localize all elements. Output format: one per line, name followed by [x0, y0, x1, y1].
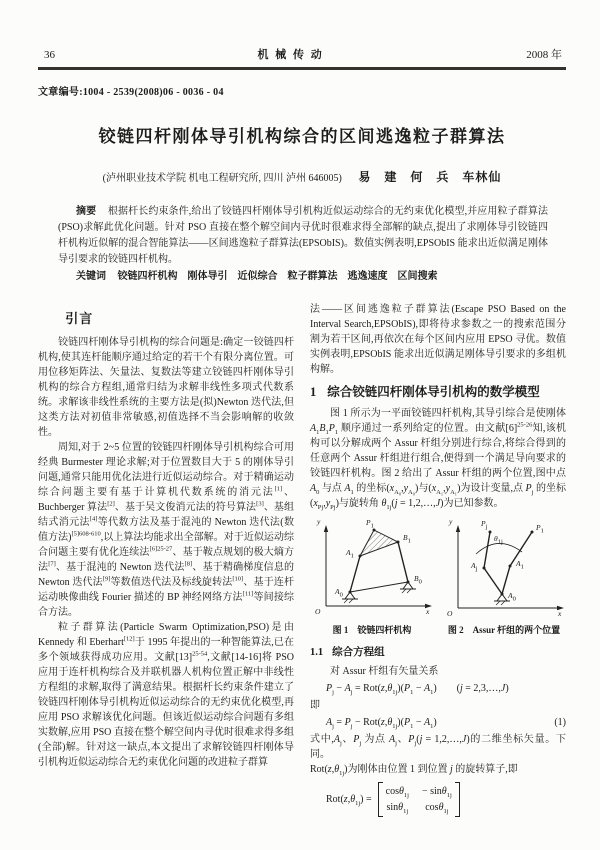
rotation-matrix-lhs: $Rot(z,\theta_{1j})$ =: [326, 793, 372, 807]
fig2-label-y-axis: y: [449, 516, 453, 526]
four-bar-linkage-drawing: [310, 516, 434, 620]
fig2-label-P1: $P_1$: [536, 522, 544, 534]
abstract: [58, 204, 548, 268]
equation-1-body: $A_j = P_j - Rot(z,\theta_{1j})(P_1 - A_1)$: [326, 716, 437, 730]
body-columns: [38, 302, 566, 819]
fig2-label-Aj: $A_j$: [471, 560, 478, 572]
page-number: 36: [44, 49, 55, 61]
matrix-cell-22: cosθ$_{1j}$: [425, 801, 449, 815]
figure-1-canvas: [310, 516, 434, 620]
fig1-label-B0: $B_0$: [414, 573, 422, 585]
figures-row: [310, 516, 566, 638]
fig2-label-A1: $A_1$: [516, 558, 524, 570]
fig1-label-B1: $B_1$: [403, 532, 411, 544]
journal-title: 机 械 传 动: [257, 49, 324, 61]
paragraph-intro-3: 粒子群算法(Particle Swarm Optimization,PSO)是由 Kennedy 和 Eberhart[12]于 1995 年提出的一种智能算法,已在多个领域获得成功应用。文献$[13]^{25-54}$,文献[14-16]将 PSO 应用于连杆机构综合及并联机器人机构位置正解中非线性方程组的求解,取得了满意结果。根据杆长约束条件建立了铰链四杆刚体导引机构近似运动综合的无约束优化模型,再应用 PSO 求解该优化问题。但该近似运动综合问题有多组实数解,应用 PSO 直接在整个解空间内寻优时很难求得多组(全部)解。针对这一缺点,本文提出了求解铰链四杆刚体导引机构近似运动综合无约束优化问题的改进粒子群算: [38, 621, 294, 768]
paragraph-section-1: 图 1 所示为一平面铰链四杆机构,其导引综合是使刚体 $A_1B_1P_1$ 顺序通过一系列给定的位置。由文献$[6]^{25-26}$知,该机构可以分解成两个 Assur 杆组分别进行综合,将综合得到的任意两个 Assur 杆组进行组合,便得到一个满足导向要求的铰链四杆机构。图 2 给出了 Assur 杆组的两个位置,图中点 $A_0$ 与点 $A_1$ 的坐标$(x_{A_0},y_{A_0})$与$(x_{A_1},y_{A_1})$为设计变量,点 $P_j$ 的坐标$(x_{Pj},y_{Pj})$与旋转角 $\theta_{1j}(j$ = 1,2,…,J)为已知参数。: [310, 407, 567, 511]
connector-word: 即: [310, 699, 320, 711]
left-column: [38, 302, 294, 819]
header-rule: [38, 67, 566, 70]
fig1-label-A1: $A_1$: [346, 547, 354, 559]
fig1-label-x-axis: x: [426, 606, 430, 616]
figure-2: [442, 516, 566, 638]
paragraph-intro-1: 铰链四杆刚体导引机构的综合问题是:确定一铰链四杆机构,使其连杆能顺序通过给定的若干个有限分离位置。可用位移矩阵法、矢量法、复数法等建立铰链四杆刚体导引机构的综合方程组,通常归结为求解非线性多项式代数系统。求解该非线性系统的主要方法是(拟)Newton 迭代法,但这类方法对初值非常敏感,初值选择不当会影响解的收敛性。: [38, 336, 294, 438]
affiliation: (泸州职业技术学院 机电工程研究所, 四川 泸州 646005): [102, 172, 342, 184]
keywords-label: 关键词: [76, 270, 106, 282]
equation-lead-text: 对 Assur 杆组有矢量关系: [330, 665, 439, 677]
issue-year: 2008 年: [526, 49, 562, 61]
byline: [38, 168, 566, 185]
fig1-label-origin: O: [315, 606, 321, 616]
matrix-cell-11: cosθ$_{1j}$: [385, 785, 409, 799]
paragraph-intro-2: 周知,对于 2~5 位置的铰链四杆刚体导引机构综合可用经典 Burmester 理论求解;对于位置数目大于 5 的刚体导引问题,通常只能用优化法进行近似运动综合。对于精确运动综合问题主要有基于计算机代数系统的消元法[1]、Buchberger 算法[2]、基于吴文俊消元法的符号算法[3]、基组结式消元法[4]等代数方法及基于混沌的 Newton 迭代法(数值方法)$^{[5]608-610}$,以上算法均能求出全部解。对于近似运动综合问题主要有优化连续法$^{[6]25-27}$、基于鞍点规划的极大熵方法[7]、基于混沌的 Newton 迭代法[8]、基于精确梯度信息的 Newton 迭代法[9]等数值迭代法及标线旋转法[10]、基于连杆运动映像曲线 Fourier 描述的 BP 神经网络方法[11]等间接综合方法。: [38, 441, 295, 618]
equation-1-number: (1): [554, 716, 566, 728]
fig2-label-x-axis: x: [558, 608, 562, 618]
keywords-text: 铰链四杆机构 刚体导引 近似综合 粒子群算法 逃逸速度 区间搜索: [117, 270, 438, 282]
fig2-label-origin: O: [447, 608, 453, 618]
subsection-1-1-title: 综合方程组: [332, 646, 385, 658]
section-1-title: 综合铰链四杆刚体导引机构的数学模型: [327, 384, 540, 399]
figure-2-canvas: [442, 516, 566, 620]
matrix-cell-21: sinθ$_{1j}$: [386, 801, 409, 815]
fig2-label-theta: $\theta_{1j}$: [494, 533, 503, 545]
authors: 易 建 何 兵 车林仙: [358, 169, 502, 184]
paragraph-continuation: 法——区间逃逸粒子群算法(Escape PSO Based on the Interval Search,EPSObIS),即将待求参数之一的搜索范围分割为若干区间,再依次在每个区间内应用 EPSO 寻优。数值实例表明,EPSObIS 能求出近似满足刚体导引要求的多组机构解。: [310, 303, 566, 375]
equation-vector-relation: $P_j - A_j = Rot(z,\theta_{1j})(P_1 - A_1)$ (j = 2,3,…,J): [326, 682, 509, 696]
abstract-text: 根据杆长约束条件,给出了铰链四杆刚体导引机构近似运动综合的无约束优化模型,并应用粒子群算法(PSO)求解此优化问题。针对 PSO 直接在整个解空间内寻优时很难求得全部解的缺点,提出了求刚体导引铰链四杆机构近似解的混合智能算法——区间逃逸粒子群算法(EPSObIS)。数值实例表明,EPSObIS 能求出近似满足刚体导引要求的铰链四杆机构。: [58, 205, 549, 265]
section-1-heading: [310, 384, 566, 401]
fig1-label-A0: $A_0$: [335, 586, 343, 598]
rotation-matrix-equation: [326, 782, 566, 817]
abstract-label: 摘要: [76, 205, 97, 217]
article-number: 文章编号:1004 - 2539(2008)06 - 0036 - 04: [38, 86, 224, 98]
figure-2-caption: 图 2 Assur 杆组的两个位置: [447, 624, 561, 635]
fig2-label-A0: $A_0$: [508, 590, 516, 602]
running-head: [38, 46, 566, 67]
rotation-matrix: [378, 782, 460, 817]
fig2-label-Pj: $P_j$: [481, 518, 488, 530]
figure-1-caption: 图 1 铰链四杆机构: [332, 624, 412, 635]
intro-heading: 引言: [65, 310, 94, 326]
section-1-number: 1: [310, 384, 317, 399]
matrix-cell-12: − sinθ$_{1j}$: [421, 785, 452, 799]
equation-1: [326, 715, 566, 730]
subsection-1-1-heading: [310, 645, 566, 660]
equation-note-1: 式中$,A_j$、$P_j$ 为点 $A_j$、$P_j(j$ = 1,2,…,J)的二维坐标矢量。下同。: [310, 733, 566, 760]
assur-group-drawing: [442, 516, 566, 620]
equation-note-2: $Rot(z,\theta_{1j})$为刚体由位置 1 到位置 j 的旋转算子,即: [310, 763, 518, 777]
paper-title: 铰链四杆刚体导引机构综合的区间逃逸粒子群算法: [98, 126, 506, 146]
fig1-label-y-axis: y: [317, 516, 321, 526]
figure-1: [310, 516, 434, 638]
right-column: [310, 302, 566, 819]
fig1-label-P1: $P_1$: [366, 517, 374, 529]
keywords: [58, 269, 548, 285]
subsection-1-1-number: 1.1: [310, 646, 324, 658]
